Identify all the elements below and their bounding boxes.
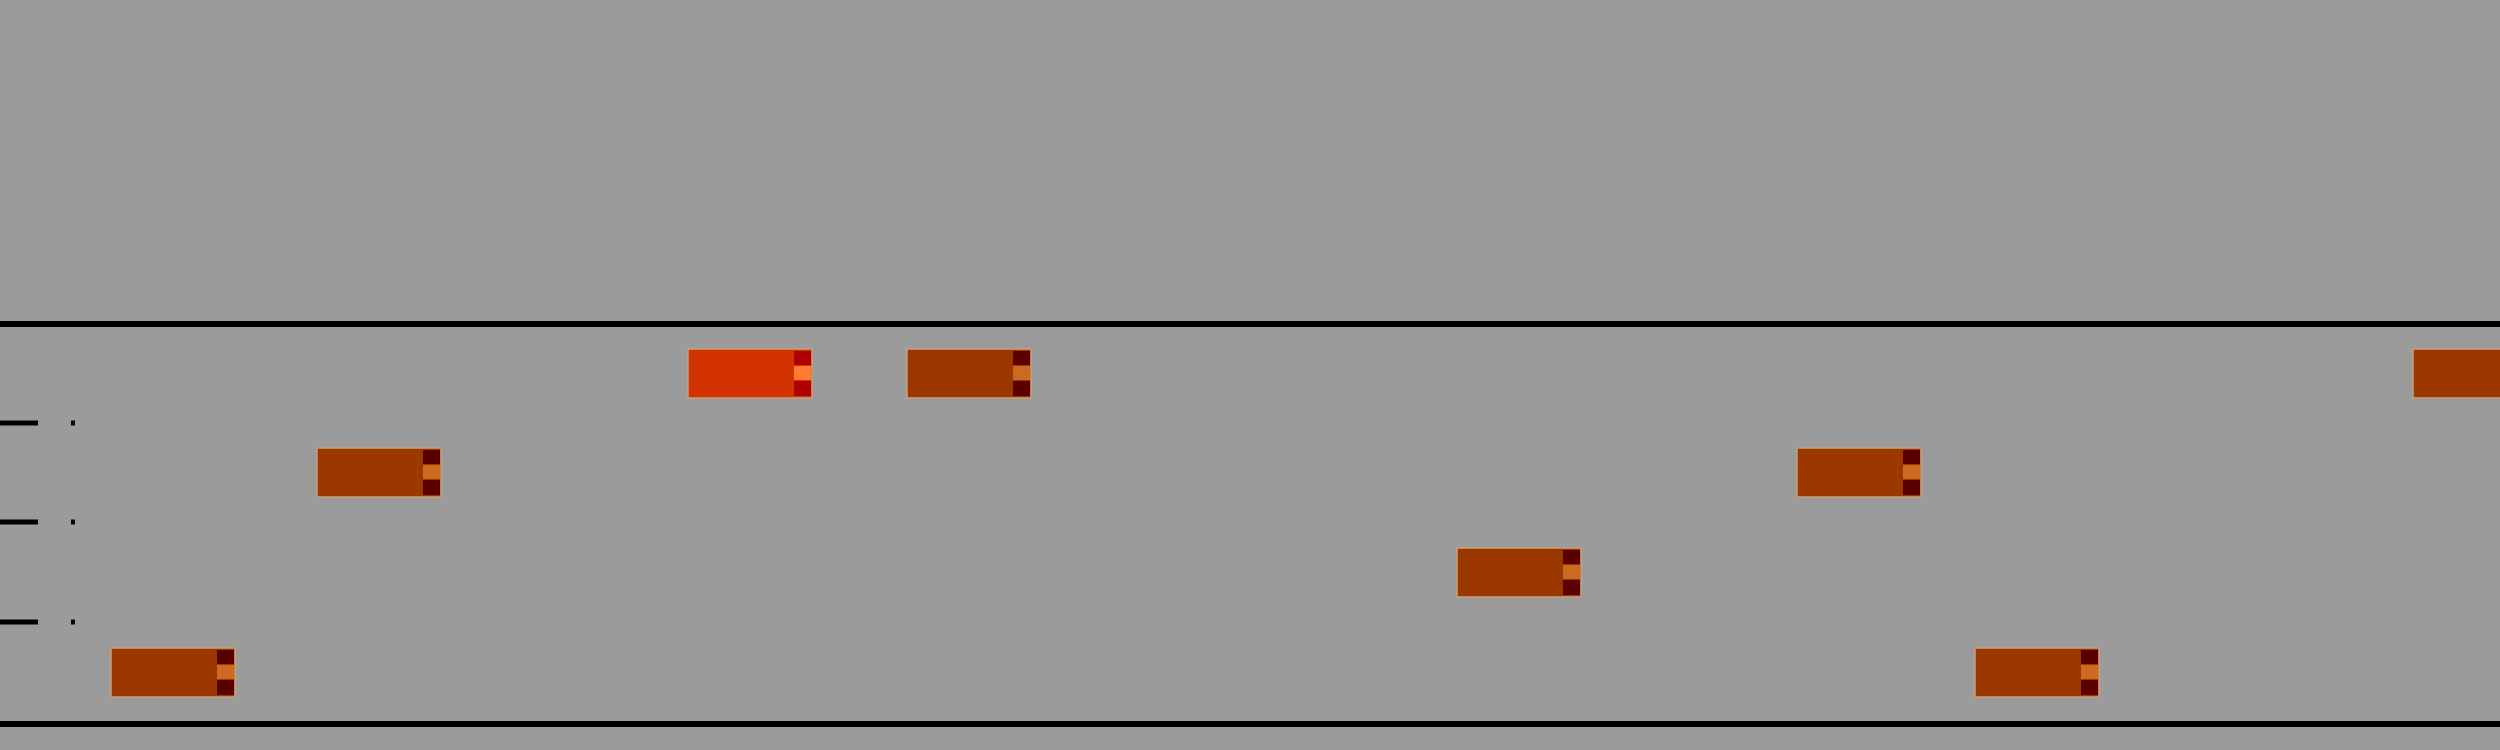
headlight-top [217, 650, 234, 664]
headlight-bottom [1903, 480, 1920, 495]
car-body [1797, 448, 1921, 497]
ego-car-body [688, 349, 812, 398]
bumper-mid [1013, 366, 1030, 380]
car-body [1975, 648, 2099, 697]
bumper-mid [1903, 465, 1920, 479]
headlight-top [2081, 650, 2098, 664]
headlight-top [1013, 351, 1030, 365]
road-top-edge [0, 321, 2500, 327]
headlight-top [423, 450, 440, 464]
vehicle-car-4 [1797, 448, 1921, 497]
bumper-mid [217, 665, 234, 679]
lane-dash [71, 620, 75, 625]
lane-dash [0, 520, 38, 525]
bumper-mid [423, 465, 440, 479]
vehicle-car-6 [111, 648, 235, 697]
headlight-bottom [794, 381, 811, 396]
lane-dash [0, 421, 38, 426]
vehicle-car-2 [2413, 349, 2500, 398]
headlight-bottom [2081, 680, 2098, 695]
headlight-bottom [217, 680, 234, 695]
car-body [111, 648, 235, 697]
road-bottom-edge [0, 721, 2500, 727]
headlight-bottom [1013, 381, 1030, 396]
car-body [317, 448, 441, 497]
headlight-top [1903, 450, 1920, 464]
vehicle-car-1 [907, 349, 1031, 398]
car-body [907, 349, 1031, 398]
vehicle-car-5 [1457, 548, 1581, 597]
lane-dash [0, 620, 38, 625]
bumper-mid [2081, 665, 2098, 679]
lane-dash [71, 421, 75, 426]
vehicle-car-7 [1975, 648, 2099, 697]
headlight-bottom [1563, 580, 1580, 595]
car-body [2413, 349, 2500, 398]
headlight-top [794, 351, 811, 365]
lane-dash [71, 520, 75, 525]
headlight-bottom [423, 480, 440, 495]
bumper-mid [1563, 565, 1580, 579]
ego-vehicle [688, 349, 812, 398]
vehicle-car-3 [317, 448, 441, 497]
headlight-top [1563, 550, 1580, 564]
car-body [1457, 548, 1581, 597]
bumper-mid [794, 366, 811, 380]
